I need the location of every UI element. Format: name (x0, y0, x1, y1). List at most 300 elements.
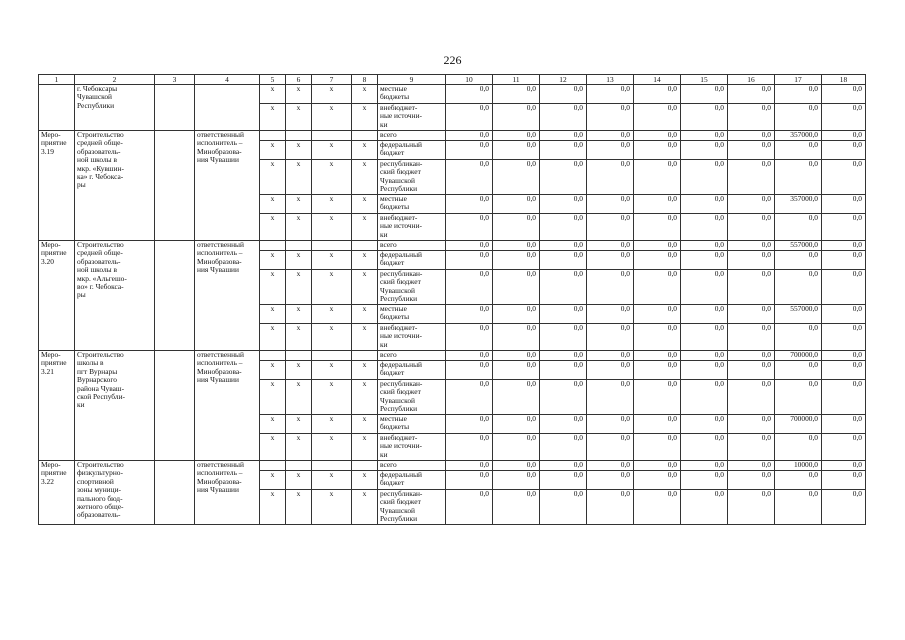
value-cell-col-13: 0,0 (587, 471, 634, 490)
value-cell-col-14: 0,0 (634, 415, 681, 434)
x-mark-cell: х (260, 471, 286, 490)
x-mark-cell: х (352, 471, 378, 490)
value-cell-col-16: 0,0 (728, 305, 775, 324)
value-cell-col-10: 0,0 (446, 85, 493, 104)
value-cell-col-10: 0,0 (446, 490, 493, 525)
x-mark-cell: х (352, 415, 378, 434)
funding-source-cell: республикан- ский бюджет Чувашской Республики (378, 490, 446, 525)
value-cell-col-17: 0,0 (775, 490, 822, 525)
value-cell-col-13: 0,0 (587, 380, 634, 415)
value-cell-col-16: 0,0 (728, 380, 775, 415)
x-mark-cell: х (352, 104, 378, 131)
x-mark-cell: х (286, 85, 312, 104)
empty-cell (155, 461, 195, 525)
value-cell-col-11: 0,0 (493, 380, 540, 415)
value-cell-col-16: 0,0 (728, 351, 775, 361)
executor-cell: ответственный исполнитель – Минобразова- ния Чувашии (195, 241, 260, 351)
value-cell-col-14: 0,0 (634, 131, 681, 141)
value-cell-col-16: 0,0 (728, 361, 775, 380)
value-cell-col-18: 0,0 (822, 270, 866, 305)
value-cell-col-12: 0,0 (540, 270, 587, 305)
funding-source-cell: всего (378, 461, 446, 471)
value-cell-col-12: 0,0 (540, 104, 587, 131)
value-cell-col-10: 0,0 (446, 270, 493, 305)
x-mark-cell (312, 241, 352, 251)
value-cell-col-15: 0,0 (681, 324, 728, 351)
value-cell-col-18: 0,0 (822, 160, 866, 195)
value-cell-col-13: 0,0 (587, 351, 634, 361)
event-id-cell: Меро- приятие 3.22 (39, 461, 75, 525)
value-cell-col-16: 0,0 (728, 160, 775, 195)
value-cell-col-18: 0,0 (822, 434, 866, 461)
value-cell-col-10: 0,0 (446, 141, 493, 160)
value-cell-col-13: 0,0 (587, 434, 634, 461)
value-cell-col-17: 0,0 (775, 85, 822, 104)
value-cell-col-10: 0,0 (446, 351, 493, 361)
value-cell-col-10: 0,0 (446, 195, 493, 214)
x-mark-cell: х (286, 305, 312, 324)
value-cell-col-17: 0,0 (775, 434, 822, 461)
column-number: 2 (75, 75, 155, 85)
value-cell-col-12: 0,0 (540, 160, 587, 195)
value-cell-col-14: 0,0 (634, 361, 681, 380)
value-cell-col-11: 0,0 (493, 160, 540, 195)
x-mark-cell (260, 461, 286, 471)
value-cell-col-10: 0,0 (446, 214, 493, 241)
value-cell-col-10: 0,0 (446, 461, 493, 471)
value-cell-col-13: 0,0 (587, 305, 634, 324)
x-mark-cell: х (312, 434, 352, 461)
value-cell-col-16: 0,0 (728, 324, 775, 351)
value-cell-col-15: 0,0 (681, 195, 728, 214)
x-mark-cell (312, 461, 352, 471)
value-cell-col-11: 0,0 (493, 461, 540, 471)
value-cell-col-11: 0,0 (493, 434, 540, 461)
event-name-cell: Строительство физкультурно- спортивной зоны муници- пального бюд- жетного обще- образователь- (75, 461, 155, 525)
value-cell-col-15: 0,0 (681, 351, 728, 361)
x-mark-cell: х (352, 434, 378, 461)
value-cell-col-12: 0,0 (540, 131, 587, 141)
value-cell-col-11: 0,0 (493, 214, 540, 241)
value-cell-col-10: 0,0 (446, 160, 493, 195)
value-cell-col-14: 0,0 (634, 490, 681, 525)
event-name-cell: г. Чебоксары Чувашской Республики (75, 85, 155, 131)
x-mark-cell: х (260, 195, 286, 214)
x-mark-cell: х (312, 324, 352, 351)
value-cell-col-11: 0,0 (493, 490, 540, 525)
column-number: 1 (39, 75, 75, 85)
table-row (39, 241, 866, 251)
value-cell-col-11: 0,0 (493, 195, 540, 214)
value-cell-col-17: 0,0 (775, 251, 822, 270)
value-cell-col-14: 0,0 (634, 434, 681, 461)
value-cell-col-12: 0,0 (540, 241, 587, 251)
x-mark-cell: х (286, 324, 312, 351)
x-mark-cell: х (312, 490, 352, 525)
value-cell-col-14: 0,0 (634, 324, 681, 351)
value-cell-col-11: 0,0 (493, 361, 540, 380)
event-id-cell (39, 85, 75, 131)
value-cell-col-12: 0,0 (540, 361, 587, 380)
value-cell-col-15: 0,0 (681, 361, 728, 380)
executor-cell: ответственный исполнитель – Минобразова- ния Чувашии (195, 351, 260, 461)
x-mark-cell: х (352, 361, 378, 380)
value-cell-col-17: 700000,0 (775, 415, 822, 434)
x-mark-cell: х (260, 415, 286, 434)
value-cell-col-14: 0,0 (634, 305, 681, 324)
value-cell-col-16: 0,0 (728, 141, 775, 160)
value-cell-col-14: 0,0 (634, 104, 681, 131)
value-cell-col-18: 0,0 (822, 251, 866, 270)
table-row (39, 351, 866, 361)
value-cell-col-14: 0,0 (634, 251, 681, 270)
value-cell-col-14: 0,0 (634, 195, 681, 214)
column-number: 12 (540, 75, 587, 85)
x-mark-cell: х (352, 270, 378, 305)
value-cell-col-12: 0,0 (540, 324, 587, 351)
funding-source-cell: республикан- ский бюджет Чувашской Республики (378, 380, 446, 415)
column-number: 10 (446, 75, 493, 85)
executor-cell (195, 85, 260, 131)
x-mark-cell: х (312, 270, 352, 305)
column-number: 13 (587, 75, 634, 85)
x-mark-cell: х (312, 251, 352, 270)
x-mark-cell: х (352, 85, 378, 104)
value-cell-col-13: 0,0 (587, 214, 634, 241)
x-mark-cell: х (260, 270, 286, 305)
column-number: 14 (634, 75, 681, 85)
x-mark-cell: х (286, 471, 312, 490)
event-id-cell: Меро- приятие 3.21 (39, 351, 75, 461)
value-cell-col-15: 0,0 (681, 214, 728, 241)
value-cell-col-16: 0,0 (728, 241, 775, 251)
value-cell-col-11: 0,0 (493, 131, 540, 141)
value-cell-col-18: 0,0 (822, 195, 866, 214)
x-mark-cell: х (260, 305, 286, 324)
value-cell-col-15: 0,0 (681, 490, 728, 525)
value-cell-col-10: 0,0 (446, 251, 493, 270)
value-cell-col-13: 0,0 (587, 141, 634, 160)
value-cell-col-15: 0,0 (681, 380, 728, 415)
x-mark-cell: х (286, 141, 312, 160)
event-name-cell: Строительство средней обще- образователь- ной школы в мкр. «Альгешо- во» г. Чебокса- ры (75, 241, 155, 351)
funding-source-cell: всего (378, 351, 446, 361)
value-cell-col-15: 0,0 (681, 104, 728, 131)
value-cell-col-11: 0,0 (493, 241, 540, 251)
value-cell-col-18: 0,0 (822, 241, 866, 251)
x-mark-cell: х (312, 195, 352, 214)
value-cell-col-12: 0,0 (540, 141, 587, 160)
value-cell-col-11: 0,0 (493, 85, 540, 104)
x-mark-cell: х (312, 305, 352, 324)
x-mark-cell: х (260, 361, 286, 380)
value-cell-col-12: 0,0 (540, 251, 587, 270)
x-mark-cell: х (352, 160, 378, 195)
value-cell-col-11: 0,0 (493, 415, 540, 434)
value-cell-col-11: 0,0 (493, 141, 540, 160)
x-mark-cell: х (260, 324, 286, 351)
value-cell-col-15: 0,0 (681, 305, 728, 324)
value-cell-col-16: 0,0 (728, 251, 775, 270)
value-cell-col-16: 0,0 (728, 434, 775, 461)
empty-cell (155, 85, 195, 131)
value-cell-col-12: 0,0 (540, 195, 587, 214)
value-cell-col-12: 0,0 (540, 434, 587, 461)
budget-table (38, 74, 866, 525)
value-cell-col-18: 0,0 (822, 415, 866, 434)
value-cell-col-14: 0,0 (634, 471, 681, 490)
x-mark-cell (260, 241, 286, 251)
value-cell-col-10: 0,0 (446, 305, 493, 324)
value-cell-col-15: 0,0 (681, 160, 728, 195)
value-cell-col-13: 0,0 (587, 461, 634, 471)
event-name-cell: Строительство школы в пгт Вурнары Вурнарского района Чуваш- ской Республи- ки (75, 351, 155, 461)
column-number-row (39, 75, 866, 85)
empty-cell (155, 131, 195, 241)
value-cell-col-17: 0,0 (775, 471, 822, 490)
table-row (39, 85, 866, 104)
value-cell-col-12: 0,0 (540, 380, 587, 415)
executor-cell: ответственный исполнитель – Минобразова- ния Чувашии (195, 131, 260, 241)
value-cell-col-17: 557000,0 (775, 241, 822, 251)
x-mark-cell (286, 461, 312, 471)
value-cell-col-18: 0,0 (822, 131, 866, 141)
value-cell-col-11: 0,0 (493, 471, 540, 490)
value-cell-col-13: 0,0 (587, 195, 634, 214)
x-mark-cell: х (312, 380, 352, 415)
x-mark-cell: х (260, 214, 286, 241)
x-mark-cell (312, 351, 352, 361)
empty-cell (155, 241, 195, 351)
x-mark-cell: х (352, 214, 378, 241)
column-number: 7 (312, 75, 352, 85)
x-mark-cell: х (286, 195, 312, 214)
column-number: 18 (822, 75, 866, 85)
x-mark-cell: х (286, 434, 312, 461)
value-cell-col-18: 0,0 (822, 471, 866, 490)
value-cell-col-13: 0,0 (587, 241, 634, 251)
value-cell-col-14: 0,0 (634, 85, 681, 104)
x-mark-cell (286, 241, 312, 251)
value-cell-col-17: 0,0 (775, 270, 822, 305)
x-mark-cell (352, 351, 378, 361)
x-mark-cell: х (312, 104, 352, 131)
value-cell-col-17: 0,0 (775, 104, 822, 131)
value-cell-col-17: 557000,0 (775, 305, 822, 324)
column-number: 15 (681, 75, 728, 85)
value-cell-col-15: 0,0 (681, 415, 728, 434)
x-mark-cell: х (286, 214, 312, 241)
column-number: 11 (493, 75, 540, 85)
x-mark-cell: х (286, 160, 312, 195)
funding-source-cell: федеральный бюджет (378, 141, 446, 160)
x-mark-cell: х (286, 251, 312, 270)
value-cell-col-15: 0,0 (681, 241, 728, 251)
value-cell-col-14: 0,0 (634, 214, 681, 241)
funding-source-cell: внебюджет- ные источни- ки (378, 434, 446, 461)
value-cell-col-10: 0,0 (446, 241, 493, 251)
value-cell-col-12: 0,0 (540, 461, 587, 471)
value-cell-col-12: 0,0 (540, 471, 587, 490)
column-number: 5 (260, 75, 286, 85)
value-cell-col-14: 0,0 (634, 241, 681, 251)
value-cell-col-15: 0,0 (681, 141, 728, 160)
value-cell-col-15: 0,0 (681, 461, 728, 471)
funding-source-cell: федеральный бюджет (378, 361, 446, 380)
funding-source-cell: внебюджет- ные источни- ки (378, 214, 446, 241)
x-mark-cell: х (312, 160, 352, 195)
x-mark-cell: х (312, 214, 352, 241)
funding-source-cell: всего (378, 131, 446, 141)
column-number: 8 (352, 75, 378, 85)
value-cell-col-17: 0,0 (775, 141, 822, 160)
x-mark-cell: х (352, 324, 378, 351)
value-cell-col-10: 0,0 (446, 361, 493, 380)
x-mark-cell: х (312, 141, 352, 160)
column-number: 17 (775, 75, 822, 85)
value-cell-col-12: 0,0 (540, 490, 587, 525)
value-cell-col-13: 0,0 (587, 361, 634, 380)
x-mark-cell: х (286, 270, 312, 305)
value-cell-col-18: 0,0 (822, 141, 866, 160)
value-cell-col-15: 0,0 (681, 85, 728, 104)
value-cell-col-10: 0,0 (446, 104, 493, 131)
column-number: 9 (378, 75, 446, 85)
value-cell-col-16: 0,0 (728, 104, 775, 131)
column-number: 3 (155, 75, 195, 85)
value-cell-col-10: 0,0 (446, 324, 493, 351)
value-cell-col-13: 0,0 (587, 415, 634, 434)
x-mark-cell: х (352, 490, 378, 525)
value-cell-col-14: 0,0 (634, 380, 681, 415)
value-cell-col-18: 0,0 (822, 490, 866, 525)
value-cell-col-18: 0,0 (822, 351, 866, 361)
value-cell-col-16: 0,0 (728, 270, 775, 305)
value-cell-col-13: 0,0 (587, 85, 634, 104)
value-cell-col-13: 0,0 (587, 490, 634, 525)
funding-source-cell: республикан- ский бюджет Чувашской Республики (378, 160, 446, 195)
value-cell-col-11: 0,0 (493, 251, 540, 270)
value-cell-col-15: 0,0 (681, 251, 728, 270)
value-cell-col-17: 0,0 (775, 214, 822, 241)
value-cell-col-10: 0,0 (446, 415, 493, 434)
x-mark-cell: х (286, 415, 312, 434)
value-cell-col-10: 0,0 (446, 380, 493, 415)
value-cell-col-18: 0,0 (822, 305, 866, 324)
event-id-cell: Меро- приятие 3.19 (39, 131, 75, 241)
funding-source-cell: федеральный бюджет (378, 251, 446, 270)
value-cell-col-11: 0,0 (493, 104, 540, 131)
value-cell-col-13: 0,0 (587, 131, 634, 141)
x-mark-cell: х (260, 490, 286, 525)
x-mark-cell: х (312, 361, 352, 380)
value-cell-col-12: 0,0 (540, 351, 587, 361)
empty-cell (155, 351, 195, 461)
funding-source-cell: внебюджет- ные источни- ки (378, 324, 446, 351)
value-cell-col-15: 0,0 (681, 131, 728, 141)
value-cell-col-13: 0,0 (587, 324, 634, 351)
event-name-cell: Строительство средней обще- образователь- ной школы в мкр. «Кувшин- ка» г. Чебокса- ры (75, 131, 155, 241)
value-cell-col-16: 0,0 (728, 85, 775, 104)
x-mark-cell: х (260, 85, 286, 104)
value-cell-col-17: 0,0 (775, 361, 822, 380)
funding-source-cell: внебюджет- ные источни- ки (378, 104, 446, 131)
value-cell-col-13: 0,0 (587, 251, 634, 270)
x-mark-cell (260, 131, 286, 141)
value-cell-col-17: 357000,0 (775, 195, 822, 214)
x-mark-cell (286, 351, 312, 361)
value-cell-col-16: 0,0 (728, 490, 775, 525)
value-cell-col-12: 0,0 (540, 305, 587, 324)
funding-source-cell: федеральный бюджет (378, 471, 446, 490)
value-cell-col-14: 0,0 (634, 270, 681, 305)
x-mark-cell: х (352, 195, 378, 214)
x-mark-cell (312, 131, 352, 141)
table-row (39, 131, 866, 141)
value-cell-col-10: 0,0 (446, 434, 493, 461)
x-mark-cell: х (260, 104, 286, 131)
value-cell-col-17: 0,0 (775, 324, 822, 351)
x-mark-cell: х (260, 380, 286, 415)
value-cell-col-16: 0,0 (728, 195, 775, 214)
funding-source-cell: местные бюджеты (378, 85, 446, 104)
funding-source-cell: местные бюджеты (378, 415, 446, 434)
x-mark-cell (352, 131, 378, 141)
value-cell-col-18: 0,0 (822, 85, 866, 104)
x-mark-cell (352, 241, 378, 251)
executor-cell: ответственный исполнитель – Минобразова- ния Чувашии (195, 461, 260, 525)
value-cell-col-14: 0,0 (634, 160, 681, 195)
x-mark-cell: х (312, 471, 352, 490)
value-cell-col-18: 0,0 (822, 361, 866, 380)
x-mark-cell: х (352, 305, 378, 324)
x-mark-cell: х (260, 160, 286, 195)
value-cell-col-17: 0,0 (775, 160, 822, 195)
x-mark-cell: х (312, 85, 352, 104)
value-cell-col-17: 357000,0 (775, 131, 822, 141)
value-cell-col-18: 0,0 (822, 214, 866, 241)
value-cell-col-10: 0,0 (446, 131, 493, 141)
event-id-cell: Меро- приятие 3.20 (39, 241, 75, 351)
x-mark-cell: х (260, 141, 286, 160)
value-cell-col-13: 0,0 (587, 270, 634, 305)
value-cell-col-11: 0,0 (493, 305, 540, 324)
value-cell-col-14: 0,0 (634, 461, 681, 471)
funding-source-cell: местные бюджеты (378, 305, 446, 324)
value-cell-col-11: 0,0 (493, 270, 540, 305)
value-cell-col-16: 0,0 (728, 214, 775, 241)
value-cell-col-12: 0,0 (540, 214, 587, 241)
value-cell-col-12: 0,0 (540, 85, 587, 104)
value-cell-col-18: 0,0 (822, 380, 866, 415)
value-cell-col-17: 700000,0 (775, 351, 822, 361)
value-cell-col-18: 0,0 (822, 461, 866, 471)
x-mark-cell: х (260, 434, 286, 461)
value-cell-col-14: 0,0 (634, 141, 681, 160)
x-mark-cell: х (352, 380, 378, 415)
x-mark-cell: х (352, 141, 378, 160)
column-number: 4 (195, 75, 260, 85)
funding-source-cell: местные бюджеты (378, 195, 446, 214)
value-cell-col-13: 0,0 (587, 104, 634, 131)
x-mark-cell: х (286, 380, 312, 415)
x-mark-cell: х (260, 251, 286, 270)
x-mark-cell: х (286, 490, 312, 525)
value-cell-col-18: 0,0 (822, 324, 866, 351)
value-cell-col-18: 0,0 (822, 104, 866, 131)
value-cell-col-14: 0,0 (634, 351, 681, 361)
table-row (39, 461, 866, 471)
